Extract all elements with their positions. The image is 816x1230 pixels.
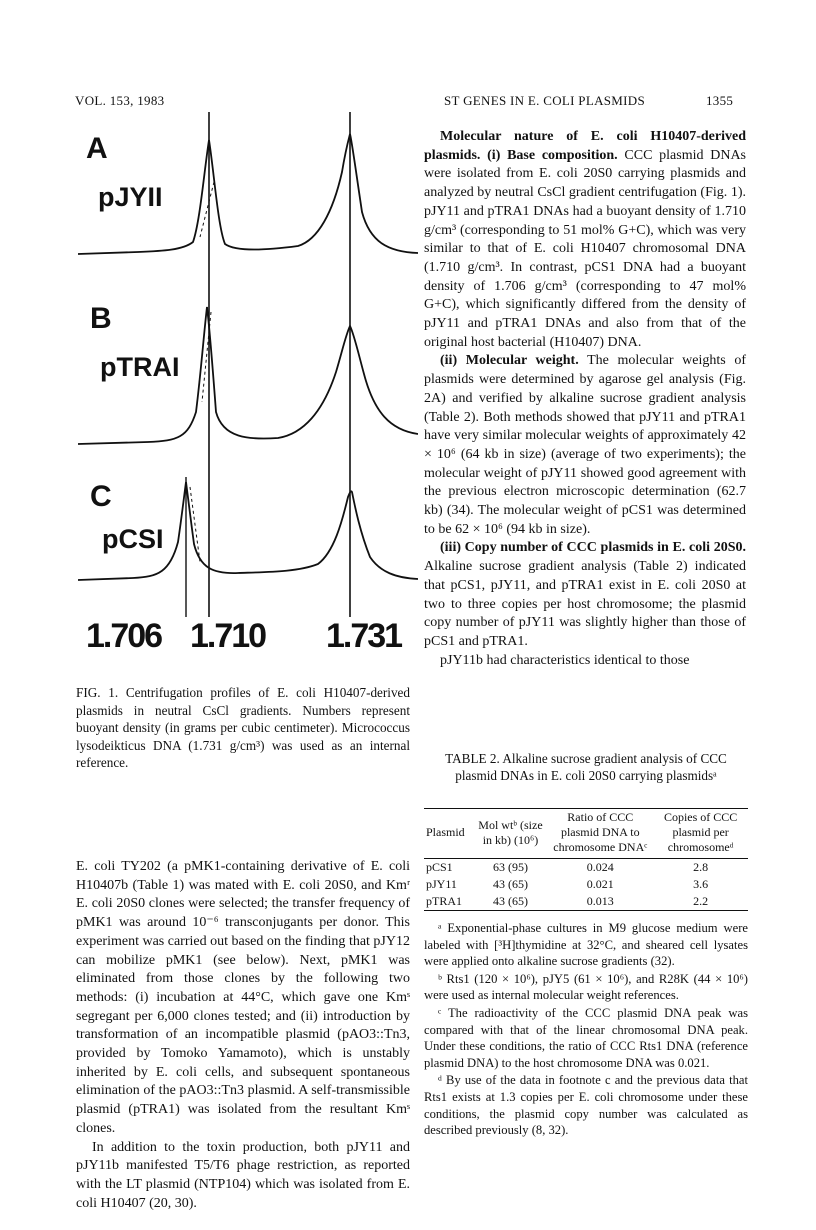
table-cell: pTRA1: [424, 893, 474, 911]
table-title: TABLE 2. Alkaline sucrose gradient analysis of CCC plasmid DNAs in E. coli 20S0 carrying plasmidsᵃ: [445, 751, 727, 783]
table-cell: 0.013: [547, 893, 653, 911]
column-header: Plasmid: [424, 809, 474, 857]
footnote: ᵇ Rts1 (120 × 10⁶), pJY5 (61 × 10⁶), and R28K (44 × 10⁶) were used as internal molecular weight references.: [424, 971, 748, 1003]
column-header: Ratio of CCC plasmid DNA to chromosome DNAᶜ: [547, 809, 653, 857]
section-heading: (ii) Molecular weight.: [440, 353, 579, 369]
table-cell: 2.8: [693, 860, 709, 874]
section-heading: (iii) Copy number of CCC plasmids in E. coli 20S0.: [440, 540, 746, 556]
footnote: ᵈ By use of the data in footnote c and the previous data that Rts1 exists at 1.3 copies per E. coli chromosome under these conditions, the plasmid copy number was calculated as described previously (8, 32).: [424, 1073, 748, 1138]
panel-plasmid-c: pCSI: [102, 524, 164, 554]
density-label-1731: 1.731: [326, 617, 402, 655]
table-cell: 43 (65): [492, 877, 528, 891]
paragraph: pJY11b had characteristics identical to those: [440, 652, 690, 668]
table-cell: 0.021: [586, 877, 614, 891]
footnote: ᶜ The radioactivity of the CCC plasmid DNA peak was compared with that of the linear chromosomal DNA peak. Under these conditions, the ratio of CCC Rts1 DNA (reference plasmid DNA) to the host chromosome DNA was 0.021.: [424, 1005, 748, 1070]
figure-1: [78, 112, 418, 672]
section-heading: Molecular nature of E. coli H10407-derived plasmids. (i) Base composition.: [424, 129, 746, 163]
right-column: [424, 128, 746, 670]
table-footnotes: [424, 920, 748, 1140]
section-text: CCC plasmid DNAs were isolated from E. coli 20S0 carrying plasmids and analyzed by neutral CsCl gradient centrifugation (Fig. 1). pJY11 and pTRA1 DNAs had a buoyant density of 1.710 g/cm³ (corresponding to 51 mol% G+C), which was very similar to that of E. coli H10407 chromosomal DNA (1.710 g/cm³. In contrast, pCS1 DNA had a buoyant density of 1.706 g/cm³ (corresponding to 47 mol% G+C), which significantly differed from the density of pJY11 and pTRA1 DNAs and also from that of the original host bacterial (H10407) DNA.: [424, 147, 746, 350]
column-header: Mol wtᵇ (size in kb) (10⁶): [474, 809, 548, 857]
section-text: The molecular weights of plasmids were determined by agarose gel analysis (Fig. 2A) and verified by alkaline sucrose gradient analysis (Table 2). Both methods showed that pJY11 and pTRA1 have very similar molecular weights of approximately 42 × 10⁶ (64 kb in size) (average of two experiments); the molecular weight of pJY11 showed good agreement with the previous electron microscopic determination (62.7 kb) (34). The molecular weight of pCS1 was determined to be 62 × 10⁶ (94 kb in size).: [424, 353, 747, 537]
table-row: [424, 893, 748, 911]
table-cell: 2.2: [653, 893, 748, 911]
header-title: ST GENES IN E. COLI PLASMIDS: [444, 93, 646, 108]
header-volume: VOL. 153, 1983: [75, 93, 165, 108]
table-cell: pCS1: [426, 860, 453, 874]
header-page-number: 1355: [706, 93, 734, 108]
paragraph: E. coli TY202 (a pMK1-containing derivative of E. coli H10407b (Table 1) was mated with E. coli 20S0, and Kmʳ E. coli 20S0 clones were selected; the transfer frequency of pMK1 was around 10⁻⁶ transconjugants per donor. This experiment was carried out based on the finding that pJY12 can mobilize pMK1 (see below). Next, pMK1 was eliminated from those clones by the following two methods: (i) incubation at 44°C, which gave one Kmˢ segregant per 6,000 clones tested; and (ii) introduction by transformation of an incompatible plasmid (pAO3::Tn3, provided by Tomoko Yamamoto), which is unstably inherited by E. coli cells, and subsequent spontaneous elimination of the pAO3::Tn3 plasmid. A self-transmissible plasmid (pTRA1) was isolated from the resultant Kmˢ clones.: [76, 859, 410, 1136]
panel-plasmid-a: pJYII: [98, 182, 163, 212]
footnote: ᵃ Exponential-phase cultures in M9 glucose medium were labeled with [³H]thymidine at 32°C, and sheared cell lysates were applied onto alkaline sucrose gradients (32).: [424, 921, 748, 969]
density-label-1706: 1.706: [86, 617, 162, 655]
panel-letter-a: A: [86, 132, 108, 165]
table-cell: 63 (95): [492, 860, 528, 874]
table-cell: 0.024: [586, 860, 614, 874]
section-text: Alkaline sucrose gradient analysis (Table 2) indicated that pCS1, pJY11, and pTRA1 exist in E. coli 20S0 at two to three copies per host chromosome; the plasmid copy number of pJY11 was slightly higher than those of pCS1 and pTRA1.: [424, 559, 746, 649]
table-cell: 43 (65): [474, 893, 548, 911]
panel-letter-c: C: [90, 480, 112, 513]
panel-plasmid-b: pTRAI: [100, 352, 180, 382]
left-column: [76, 858, 410, 1213]
table-cell: pJY11: [426, 877, 457, 891]
density-label-1710: 1.710: [190, 617, 266, 655]
table-2: [424, 808, 748, 911]
table-cell: 3.6: [693, 877, 709, 891]
table-row: [424, 876, 748, 893]
figure-caption: FIG. 1. Centrifugation profiles of E. coli H10407-derived plasmids in neutral CsCl gradients. Numbers represent buoyant density (in grams per cubic centimeter). Micrococcus lysodeikticus DNA (1.731 g/cm³) was used as an internal reference.: [76, 685, 410, 770]
panel-letter-b: B: [90, 302, 112, 335]
column-header: Copies of CCC plasmid per chromosomeᵈ: [653, 809, 748, 857]
table-row: [424, 859, 748, 877]
paragraph: In addition to the toxin production, both pJY11 and pJY11b manifested T5/T6 phage restriction, as reported with the LT plasmid (NTP104) which was isolated from E. coli H10407 (20, 30).: [76, 1139, 410, 1211]
